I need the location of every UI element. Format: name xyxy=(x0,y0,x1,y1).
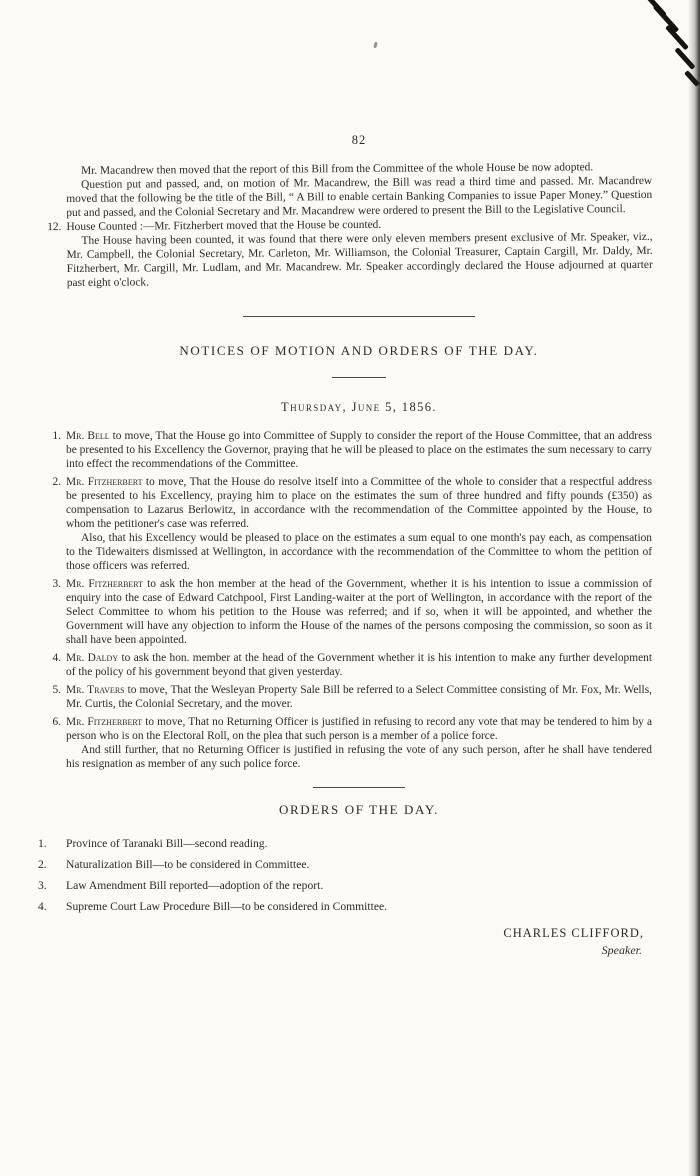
item-number: 3. xyxy=(38,879,47,892)
item-number: 1. xyxy=(38,837,47,850)
order-item-1 xyxy=(38,836,652,851)
notice-text xyxy=(66,683,652,711)
item-number: 5. xyxy=(52,684,61,696)
item-number: 2. xyxy=(52,476,61,488)
binding-corner-marks xyxy=(620,0,700,120)
item-number: 4. xyxy=(38,900,47,913)
notice-text xyxy=(66,715,652,743)
item-number: 4. xyxy=(52,652,61,664)
date-heading: Thursday, June 5, 1856. xyxy=(281,400,437,414)
orders-heading: ORDERS OF THE DAY. xyxy=(278,802,440,817)
notice-item-5 xyxy=(52,683,652,711)
section-divider-rule xyxy=(243,316,475,317)
speaker-name: Mr. Fitzherbert xyxy=(66,578,144,590)
notice-text xyxy=(66,429,652,471)
signature-title: Speaker. xyxy=(601,943,642,957)
order-text: Province of Taranaki Bill—second reading. xyxy=(66,837,268,850)
item-number: 3. xyxy=(52,578,61,590)
minutes-item-12-body: The House having been counted, it was found that there were only eleven members present exclusive of Mr. Speaker, viz., Mr. Campbell, the Colonial Secretary, Mr. Carleton, Mr. Williamson, the Colonial Treasurer, Captain Cargill, Mr. Daldy, Mr. Fitzherbert, Mr. Cargill, Mr. Ludlam, and Mr. Macandrew. Mr. Speaker accordingly declared the House adjourned at quarter past eight o'clock. xyxy=(66,230,653,289)
minutes-item-12-head: House Counted :—Mr. Fitzherbert moved that the House be counted. xyxy=(66,218,382,233)
order-text: Supreme Court Law Procedure Bill—to be considered in Committee. xyxy=(66,900,388,913)
notices-section xyxy=(52,429,653,771)
notice-body: to ask the hon member at the head of the Government, whether it is his intention to issue a commission of enquiry into the case of Edward Catchpool, First Landing-waiter at the port of Wellington, in accordance with the report of the Select Committee to whom his petition to the House was referred; and if so, when it will be appointed, and whether the Government will have any objection to inform the House of the names of the persons composing the commission, so soon as it shall have been appointed. xyxy=(66,578,652,646)
binding-edge-shadow xyxy=(688,0,700,1176)
orders-heading-rule xyxy=(313,787,405,788)
order-text: Naturalization Bill—to be considered in Committee. xyxy=(66,858,310,871)
notice-body: to move, That the House do resolve itself into a Committee of the whole to consider that a respectful address be presented to his Excellency, praying him to place on the estimates the sum of three hundred and fifty pounds (£350) as compensation to Lazarus Berlowitz, in accordance with the recommendation of the Committee appointed by the House, to whom the petitioner's case was referred. xyxy=(66,476,653,530)
notice-item-3 xyxy=(52,577,652,647)
order-item-2 xyxy=(38,857,652,872)
order-text: Law Amendment Bill reported—adoption of the report. xyxy=(66,879,324,892)
minutes-paragraph-2: Question put and passed, and, on motion of Mr. Macandrew, the Bill was read a third time and passed. Mr. Macandrew moved that the following be the title of the Bill, “ A Bill to enable certain Banking Companies to issue Paper Money.” Question put and passed, and the Colonial Secretary and Mr. Macandrew were ordered to present the Bill to the Legislative Council. xyxy=(66,174,653,219)
order-item-4 xyxy=(38,899,652,914)
notice-item-4 xyxy=(52,651,652,679)
notice-item-6 xyxy=(52,715,653,771)
notice-text xyxy=(66,475,652,531)
notice-body: to move, That the Wesleyan Property Sale Bill be referred to a Select Committee consisting of Mr. Fox, Mr. Wells, Mr. Curtis, the Colonial Secretary, and the mover. xyxy=(66,684,652,710)
item-number: 12. xyxy=(47,221,62,234)
notice-item-1 xyxy=(52,429,652,471)
minutes-section xyxy=(47,160,653,290)
notice-text xyxy=(66,651,652,679)
notice-body: to move, That the House go into Committee of Supply to consider the report of the House Committee, that an address be presented to his Excellency the Governor, praying that he will be pleased to place on the estimates the sum necessary to carry into effect the recommendations of the Committee. xyxy=(66,430,652,470)
minutes-item-12 xyxy=(47,216,653,290)
page-content xyxy=(38,133,653,958)
notice-body: to ask the hon. member at the head of the Government whether it is his intention to make any further development of the policy of his government beyond that given yesterday. xyxy=(66,652,652,678)
item-number: 6. xyxy=(52,716,61,728)
notice-item-2 xyxy=(52,475,653,573)
speaker-name: Mr. Bell xyxy=(66,430,110,442)
speaker-name: Mr. Daldy xyxy=(66,652,119,664)
speaker-name: Mr. Fitzherbert xyxy=(66,716,143,728)
speaker-name: Mr. Travers xyxy=(66,684,125,696)
item-number: 1. xyxy=(52,430,61,442)
notice-text-continued: Also, that his Excellency would be pleased to place on the estimates a sum equal to one month's pay each, as compensation to the Tidewaiters dismissed at Wellington, in accordance with the recommendation of the Committee to whom the petition of those officers was referred. xyxy=(66,532,652,572)
page-number: 82 xyxy=(351,133,367,147)
order-item-3 xyxy=(38,878,652,893)
notices-heading: NOTICES OF MOTION AND ORDERS OF THE DAY. xyxy=(179,343,539,358)
notices-heading-rule xyxy=(332,377,386,378)
notice-text-continued: And still further, that no Returning Officer is justified in refusing the vote of any such person, after he shall have tendered his resignation as member of any such police force. xyxy=(66,744,652,770)
signature-name: CHARLES CLIFFORD, xyxy=(503,926,644,940)
minutes-paragraph-1: Mr. Macandrew then moved that the report of this Bill from the Committee of the whole House be now adopted. xyxy=(81,161,594,177)
notice-text xyxy=(66,577,652,647)
scan-speck xyxy=(373,42,377,49)
signature-block xyxy=(66,926,652,958)
item-number: 2. xyxy=(38,858,47,871)
notice-body: to move, That no Returning Officer is justified in refusing to record any vote that may be tendered to him by a person who is on the Electoral Roll, on the plea that such person is a member of a police force. xyxy=(66,716,653,742)
speaker-name: Mr. Fitzherbert xyxy=(66,476,143,488)
orders-section xyxy=(38,836,652,914)
